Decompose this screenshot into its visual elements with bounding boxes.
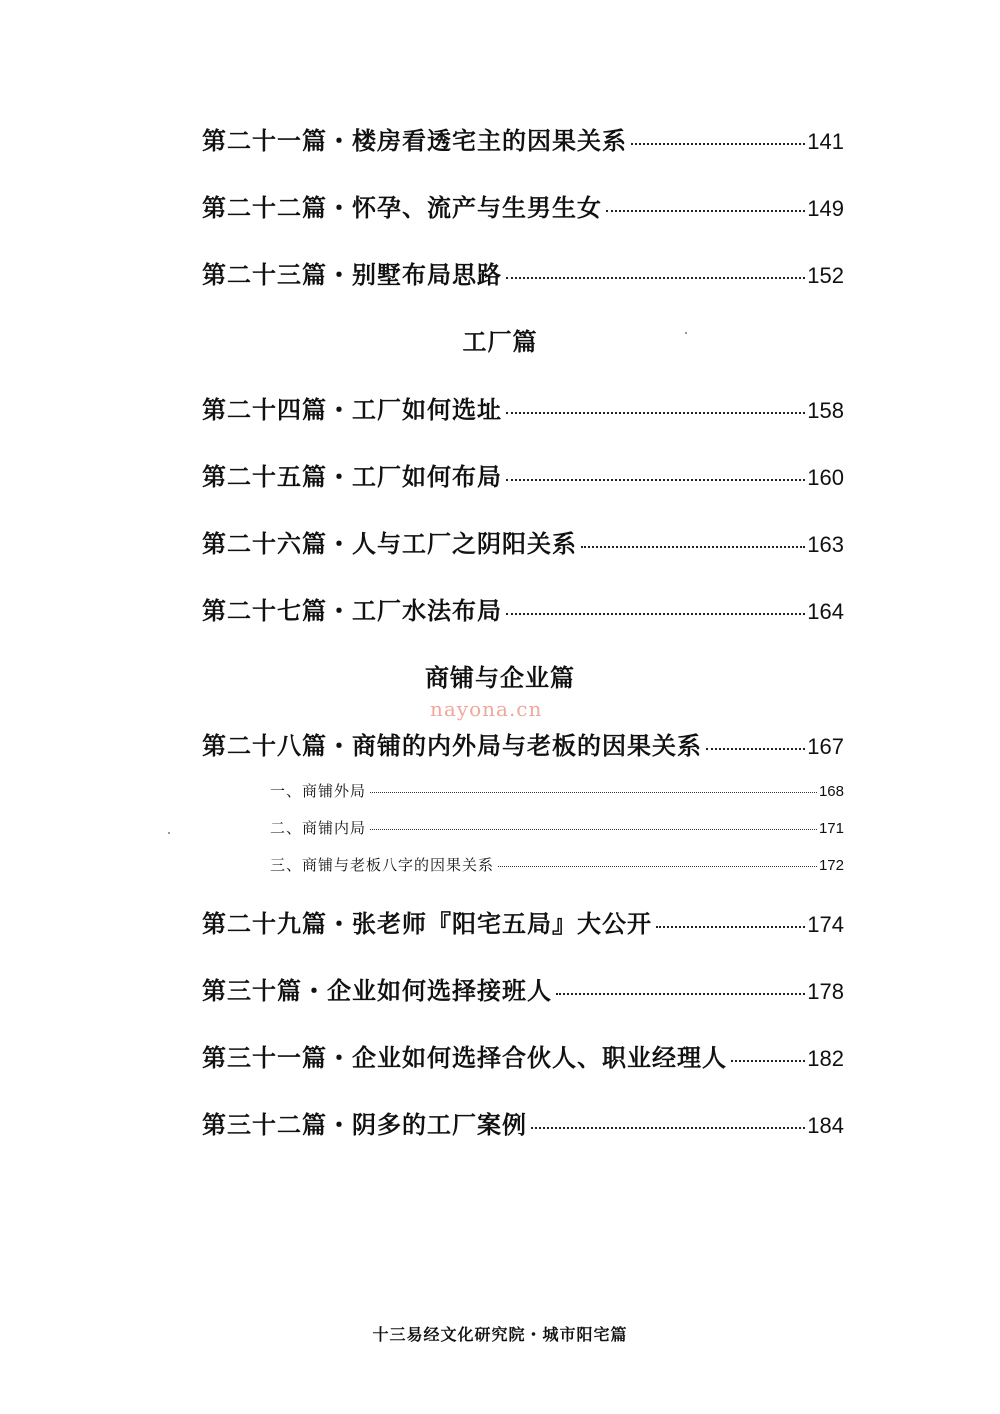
toc-entry-title: 第二十六篇・人与工厂之阴阳关系	[202, 529, 577, 558]
dot-leader	[531, 1127, 805, 1129]
toc-entry-title: 第二十五篇・工厂如何布局	[202, 462, 502, 491]
toc-entry-title: 第二十八篇・商铺的内外局与老板的因果关系	[202, 731, 702, 760]
dot-leader	[506, 613, 805, 615]
toc-entry-page: 160	[807, 465, 844, 490]
toc-entry-page: 174	[807, 912, 844, 937]
toc-entry-page: 152	[807, 263, 844, 288]
toc-entry-page: 141	[807, 129, 844, 154]
toc-entry-title: 第二十三篇・别墅布局思路	[202, 260, 502, 289]
toc-entry-page: 164	[807, 599, 844, 624]
dot-leader	[506, 479, 805, 481]
toc-entry-title: 第二十二篇・怀孕、流产与生男生女	[202, 193, 602, 222]
scan-speck	[685, 332, 687, 334]
toc-entry-25	[202, 457, 844, 492]
toc-entry-28	[202, 726, 844, 761]
toc-entry-32	[202, 1105, 844, 1140]
toc-entry-page: 163	[807, 532, 844, 557]
toc-entry-page: 178	[807, 979, 844, 1004]
toc-entry-title: 第三十二篇・阴多的工厂案例	[202, 1110, 527, 1139]
toc-subentry-title: 二、商铺内局	[270, 819, 367, 837]
dot-leader	[706, 748, 805, 750]
toc-entry-27	[202, 591, 844, 626]
toc-entry-title: 第二十一篇・楼房看透宅主的因果关系	[202, 126, 627, 155]
toc-entry-26	[202, 524, 844, 559]
dot-leader	[606, 210, 805, 212]
dot-leader	[498, 866, 817, 867]
toc-subentry-1	[270, 780, 844, 801]
toc-subentry-page: 172	[818, 857, 844, 874]
dot-leader	[370, 829, 817, 830]
toc-entry-title: 第二十七篇・工厂水法布局	[202, 596, 502, 625]
watermark-text: nayona.cn	[430, 697, 543, 721]
toc-entry-page: 182	[807, 1046, 844, 1071]
dot-leader	[731, 1060, 805, 1062]
dot-leader	[631, 143, 805, 145]
toc-entry-page: 158	[807, 398, 844, 423]
dot-leader	[581, 546, 805, 548]
toc-entry-page: 149	[807, 196, 844, 221]
section-heading-shop: 商铺与企业篇	[425, 663, 575, 692]
toc-entry-23	[202, 255, 844, 290]
toc-subentry-2	[270, 817, 844, 838]
toc-subentry-title: 三、商铺与老板八字的因果关系	[270, 856, 495, 874]
toc-subentry-page: 171	[818, 820, 844, 837]
toc-entry-21	[202, 121, 844, 156]
dot-leader	[370, 792, 817, 793]
dot-leader	[506, 277, 805, 279]
toc-entry-page: 167	[807, 734, 844, 759]
page-footer: 十三易经文化研究院・城市阳宅篇	[372, 1325, 628, 1344]
toc-entry-page: 184	[807, 1113, 844, 1138]
toc-entry-title: 第二十四篇・工厂如何选址	[202, 395, 502, 424]
toc-subentry-page: 168	[818, 783, 844, 800]
dot-leader	[556, 993, 805, 995]
toc-entry-22	[202, 188, 844, 223]
toc-subentry-3	[270, 854, 844, 875]
dot-leader	[506, 412, 805, 414]
toc-entry-title: 第二十九篇・张老师『阳宅五局』大公开	[202, 909, 652, 938]
section-heading-factory: 工厂篇	[462, 327, 538, 356]
dot-leader	[656, 926, 805, 928]
toc-entry-29	[202, 904, 844, 939]
toc-entry-title: 第三十一篇・企业如何选择合伙人、职业经理人	[202, 1043, 727, 1072]
toc-entry-title: 第三十篇・企业如何选择接班人	[202, 976, 552, 1005]
toc-entry-30	[202, 971, 844, 1006]
scan-speck	[168, 832, 170, 834]
toc-entry-24	[202, 390, 844, 425]
toc-subentry-title: 一、商铺外局	[270, 782, 367, 800]
toc-entry-31	[202, 1038, 844, 1073]
